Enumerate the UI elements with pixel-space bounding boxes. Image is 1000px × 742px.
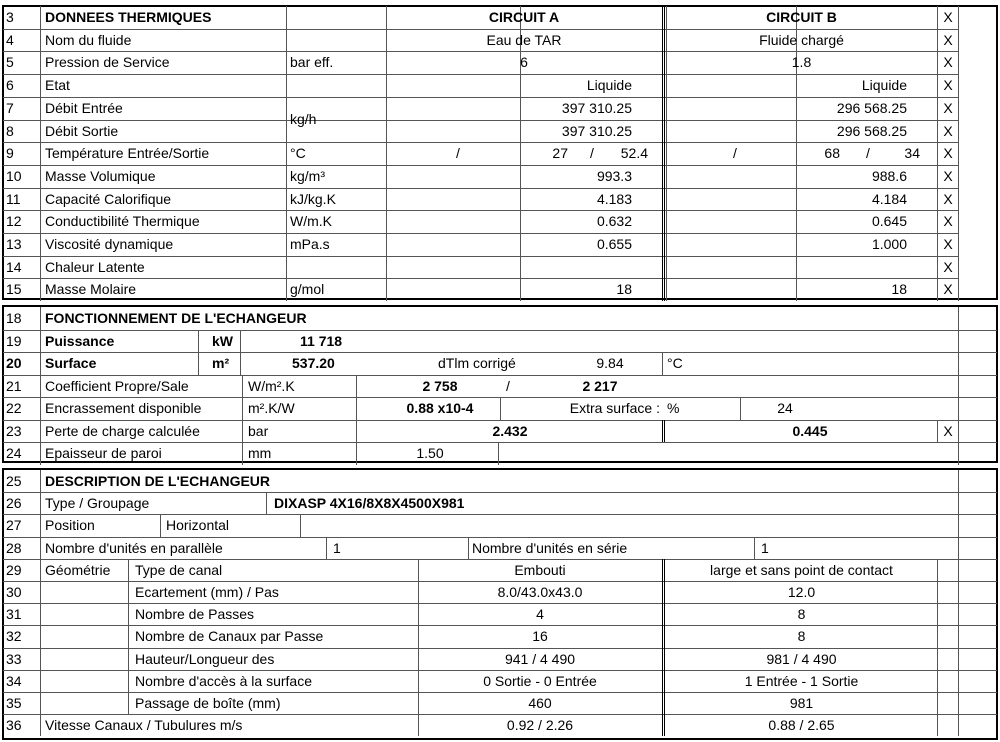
circuit-b-value: 4.184 xyxy=(871,190,907,207)
circuit-b-value xyxy=(796,256,907,278)
circuit-divider xyxy=(662,420,665,443)
x-mark: X xyxy=(943,281,953,298)
circuit-a-value: 397 310.25 xyxy=(561,122,632,139)
x-mark: X xyxy=(943,145,953,162)
slash: / xyxy=(733,145,737,162)
extra-surface-value: 24 xyxy=(777,400,793,416)
row-unit: m² xyxy=(212,355,230,371)
column-separator xyxy=(468,537,469,559)
column-separator xyxy=(286,6,287,301)
x-mark: X xyxy=(943,236,953,252)
row-number: 14 xyxy=(6,258,22,275)
parallel-units-value: 1 xyxy=(333,539,341,556)
circuit-b-value: 1.8 xyxy=(791,54,812,71)
extra-surface-label: Extra surface : xyxy=(569,400,660,416)
temp-in-b: 68 xyxy=(824,145,840,162)
column-separator xyxy=(160,514,161,536)
column-separator xyxy=(242,375,243,465)
circuit-a-value: 0.632 xyxy=(596,213,632,230)
row-label: Masse Molaire xyxy=(45,281,137,298)
pressure-drop-b: 0.445 xyxy=(792,422,828,439)
row-label: Capacité Calorifique xyxy=(45,190,172,207)
row-unit: °C xyxy=(290,145,306,162)
column-separator xyxy=(754,537,755,559)
column-separator xyxy=(240,330,241,375)
circuit-a-value: 16 xyxy=(532,628,548,645)
row-number: 23 xyxy=(6,422,22,439)
row-number: 34 xyxy=(6,672,22,689)
row-unit xyxy=(290,256,385,278)
row-number: 12 xyxy=(6,213,22,230)
circuit-a-value: Eau de TAR xyxy=(486,31,562,48)
row-number: 20 xyxy=(6,355,22,371)
dtlm-unit: °C xyxy=(667,355,683,371)
column-separator xyxy=(40,307,41,465)
x-mark: X xyxy=(943,167,953,184)
row-number: 5 xyxy=(6,54,14,71)
temp-out-b: 34 xyxy=(904,145,920,162)
circuit-b-value: 988.6 xyxy=(871,167,907,184)
column-separator xyxy=(498,442,499,465)
surface-value: 537.20 xyxy=(292,355,335,371)
row-unit: g/mol xyxy=(290,281,325,298)
row-label: Coefficient Propre/Sale xyxy=(45,377,189,394)
circuit-b-value: Liquide xyxy=(861,77,907,94)
circuit-a-value: 18 xyxy=(616,281,632,298)
column-separator xyxy=(662,352,663,375)
row-label: Nombre d'unités en parallèle xyxy=(45,539,223,556)
x-mark: X xyxy=(943,9,953,25)
row-sublabel: Passage de boîte (mm) xyxy=(135,695,281,711)
circuit-b-header: CIRCUIT B xyxy=(766,9,837,25)
pressure-drop-a: 2.432 xyxy=(492,422,528,439)
row-sublabel: Ecartement (mm) / Pas xyxy=(135,584,279,600)
wall-thickness-value: 1.50 xyxy=(416,445,444,461)
row-label: Viscosité dynamique xyxy=(45,236,174,252)
row-unit: mm xyxy=(248,445,272,461)
column-separator xyxy=(300,514,301,536)
row-label: Masse Volumique xyxy=(45,167,156,184)
column-separator xyxy=(266,492,267,514)
row-unit: m².K/W xyxy=(248,400,295,416)
slash: / xyxy=(456,145,460,162)
circuit-a-value: 397 310.25 xyxy=(561,99,632,116)
circuit-a-value xyxy=(520,256,632,278)
temp-in-a: 27 xyxy=(552,145,568,162)
row-number: 3 xyxy=(6,9,14,25)
circuit-divider xyxy=(662,6,665,301)
x-mark: X xyxy=(943,99,953,116)
row-number: 6 xyxy=(6,77,14,94)
column-separator xyxy=(740,397,741,420)
row-unit: bar xyxy=(248,422,269,439)
circuit-a-value: 4 xyxy=(536,606,544,623)
series-units-label: Nombre d'unités en série xyxy=(472,539,628,556)
row-number: 26 xyxy=(6,495,22,512)
circuit-divider xyxy=(662,559,665,737)
row-number: 31 xyxy=(6,606,22,623)
section-title: DESCRIPTION DE L'ECHANGEUR xyxy=(45,473,271,489)
row-number: 9 xyxy=(6,145,14,162)
row-label: Nom du fluide xyxy=(45,31,132,48)
circuit-a-value: 4.183 xyxy=(596,190,632,207)
row-label: Pression de Service xyxy=(45,54,170,71)
row-label: Etat xyxy=(45,77,70,94)
row-number: 22 xyxy=(6,400,22,416)
circuit-a-value: 993.3 xyxy=(596,167,632,184)
row-label: Type / Groupage xyxy=(45,495,150,512)
row-label: Surface xyxy=(45,355,97,371)
circuit-a-value: Liquide xyxy=(586,77,632,94)
row-number: 24 xyxy=(6,445,22,461)
row-number: 28 xyxy=(6,539,22,556)
row-number: 4 xyxy=(6,31,14,48)
row-number: 33 xyxy=(6,650,22,667)
row-number: 19 xyxy=(6,332,22,349)
slash: / xyxy=(506,377,510,394)
circuit-b-value: 981 / 4 490 xyxy=(766,650,837,667)
circuit-b-value: 1 Entrée - 1 Sortie xyxy=(744,672,859,689)
column-separator xyxy=(128,559,129,714)
row-label: Position xyxy=(45,517,95,534)
column-separator xyxy=(40,470,41,736)
row-label: Température Entrée/Sortie xyxy=(45,145,210,162)
column-separator xyxy=(937,559,938,737)
row-label: Débit Sortie xyxy=(45,122,119,139)
circuit-a-value: 460 xyxy=(528,695,552,711)
row-number: 18 xyxy=(6,310,22,326)
column-separator xyxy=(356,375,357,465)
x-mark: X xyxy=(943,31,953,48)
row-label: Chaleur Latente xyxy=(45,258,145,275)
row-number: 13 xyxy=(6,236,22,252)
temp-out-a: 52.4 xyxy=(620,145,648,162)
row-number: 7 xyxy=(6,99,14,116)
row-number: 27 xyxy=(6,517,22,534)
extra-surface-unit: % xyxy=(667,400,680,416)
circuit-a-value: 8.0/43.0x43.0 xyxy=(497,584,583,600)
column-separator xyxy=(958,307,959,465)
row-unit: W/m.K xyxy=(290,213,332,230)
x-mark: X xyxy=(943,77,953,94)
column-separator xyxy=(937,420,938,443)
row-label: Epaisseur de paroi xyxy=(45,445,162,461)
dtlm-value: 9.84 xyxy=(596,355,624,371)
circuit-b-value: 0.88 / 2.65 xyxy=(768,717,835,734)
row-number: 35 xyxy=(6,695,22,711)
slash: / xyxy=(866,145,870,162)
row-sublabel: Nombre d'accès à la surface xyxy=(135,672,312,689)
row-unit: kJ/kg.K xyxy=(290,190,336,207)
x-mark: X xyxy=(943,258,953,275)
column-separator xyxy=(958,6,959,301)
column-separator xyxy=(937,6,938,301)
column-separator xyxy=(198,330,199,375)
row-number: 25 xyxy=(6,473,22,489)
row-sublabel: Nombre de Canaux par Passe xyxy=(135,628,324,645)
slash: / xyxy=(590,145,594,162)
circuit-b-value: 8 xyxy=(797,628,806,645)
circuit-b-value: 296 568.25 xyxy=(836,99,907,116)
row-unit: kg/h xyxy=(290,111,317,128)
row-label: Débit Entrée xyxy=(45,99,123,116)
circuit-b-value: 1.000 xyxy=(871,236,907,252)
circuit-a-value: Embouti xyxy=(514,561,566,578)
row-number: 10 xyxy=(6,167,22,184)
row-label: Vitesse Canaux / Tubulures m/s xyxy=(45,717,243,734)
circuit-b-value: 8 xyxy=(797,606,806,623)
row-unit: W/m².K xyxy=(248,377,295,394)
row-unit xyxy=(290,29,385,51)
row-label: Puissance xyxy=(45,332,115,349)
circuit-a-header: CIRCUIT A xyxy=(488,9,560,25)
circuit-b-value: large et sans point de contact xyxy=(710,561,893,578)
circuit-b-value: 18 xyxy=(891,281,907,298)
type-value: DIXASP 4X16/8X8X4500X981 xyxy=(274,495,465,512)
x-mark: X xyxy=(943,54,953,71)
column-separator xyxy=(326,537,327,559)
column-separator xyxy=(958,470,959,736)
row-number: 32 xyxy=(6,628,22,645)
row-number: 8 xyxy=(6,122,14,139)
section-title: FONCTIONNEMENT DE L'ECHANGEUR xyxy=(45,310,307,326)
row-label: Encrassement disponible xyxy=(45,400,202,416)
x-mark: X xyxy=(943,213,953,230)
position-value: Horizontal xyxy=(166,517,230,534)
x-mark: X xyxy=(943,422,953,439)
row-unit: bar eff. xyxy=(290,54,334,71)
row-sublabel: Hauteur/Longueur des xyxy=(135,650,275,667)
row-unit: mPa.s xyxy=(290,236,330,252)
circuit-a-value: 0 Sortie - 0 Entrée xyxy=(483,672,597,689)
row-number: 29 xyxy=(6,561,22,578)
circuit-a-value: 0.655 xyxy=(596,236,632,252)
row-label: Conductibilité Thermique xyxy=(45,213,200,230)
row-number: 30 xyxy=(6,584,22,600)
fouling-value: 0.88 x10-4 xyxy=(406,400,474,416)
circuit-b-value: 296 568.25 xyxy=(836,122,907,139)
dtlm-label: dTlm corrigé xyxy=(438,355,516,371)
circuit-b-value: 0.645 xyxy=(871,213,907,230)
row-number: 36 xyxy=(6,717,22,734)
row-label: Perte de charge calculée xyxy=(45,422,200,439)
section-title: DONNEES THERMIQUES xyxy=(45,9,212,25)
row-sublabel: Nombre de Passes xyxy=(135,606,255,623)
row-sublabel: Type de canal xyxy=(135,561,223,578)
circuit-b-value: 12.0 xyxy=(787,584,816,600)
row-number: 21 xyxy=(6,377,22,394)
row-number: 11 xyxy=(6,190,21,207)
circuit-a-value: 941 / 4 490 xyxy=(504,650,576,667)
row-unit xyxy=(290,74,385,96)
row-unit: kg/m³ xyxy=(290,167,325,184)
row-label: Géométrie xyxy=(45,561,111,578)
coef-clean: 2 758 xyxy=(422,377,458,394)
coef-dirty: 2 217 xyxy=(582,377,618,394)
power-value: 11 718 xyxy=(300,332,343,349)
x-mark: X xyxy=(943,122,953,139)
column-separator xyxy=(500,397,501,420)
circuit-a-value: 6 xyxy=(520,54,528,71)
column-separator xyxy=(40,6,41,301)
row-number: 15 xyxy=(6,281,22,298)
circuit-b-value: Fluide chargé xyxy=(759,31,844,48)
x-mark: X xyxy=(943,190,953,207)
series-units-value: 1 xyxy=(761,539,769,556)
circuit-a-value: 0.92 / 2.26 xyxy=(506,717,574,734)
row-unit: kW xyxy=(212,332,233,349)
circuit-b-value: 981 xyxy=(789,695,814,711)
